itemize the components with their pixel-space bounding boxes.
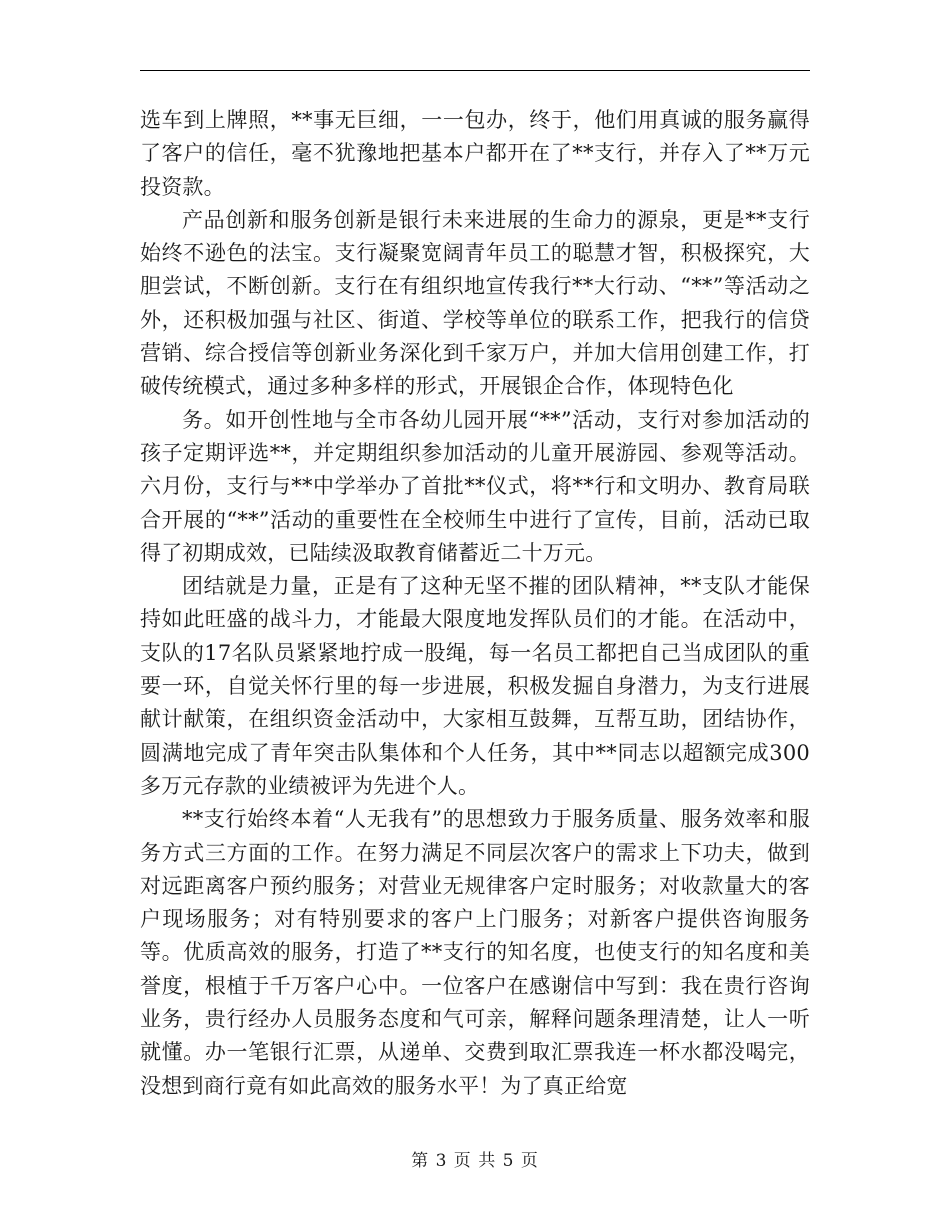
paragraph-service: **支行始终本着“人无我有”的思想致力于服务质量、服务效率和服务方式三方面的工作。在努力满足不同层次客户的需求上下功夫，做到对远距离客户预约服务；对营业无规律客户定时服务；对收款量大的客户现场服务；对有特别要求的客户上门服务；对新客户提供咨询服务等。优质高效的服务，打造了**支行的知名度，也使支行的知名度和美誉度，根植于千万客户心中。一位客户在感谢信中写到：我在贵行咨询业务，贵行经办人员服务态度和气可亲，解释问题条理清楚，让人一听就懂。办一笔银行汇票，从递单、交费到取汇票我连一杯水都没喝完，没想到商行竟有如此高效的服务水平！为了真正给宽 xyxy=(140,807,810,1098)
paragraph-innovation: 产品创新和服务创新是银行未来进展的生命力的源泉，更是**支行始终不逊色的法宝。支行凝聚宽阔青年员工的聪慧才智，积极探究，大胆尝试，不断创新。支行在有组织地宣传我行**大行动、“**”等活动之外，还积极加强与社区、街道、学校等单位的联系工作，把我行的信贷营销、综合授信等创新业务深化到千家万户，并加大信用创建工作，打破传统模式，通过多种多样的形式，开展银企合作，体现特色化 xyxy=(140,207,810,399)
paragraph-activities: 务。如开创性地与全市各幼儿园开展“**”活动，支行对参加活动的孩子定期评选**，并定期组织参加活动的儿童开展游园、参观等活动。六月份，支行与**中学举办了首批**仪式，将**行和文明办、教育局联合开展的“**”活动的重要性在全校师生中进行了宣传，目前，活动已取得了初期成效，已陆续汲取教育储蓄近二十万元。 xyxy=(140,407,810,565)
header-rule xyxy=(140,70,810,71)
paragraph-continuation: 选车到上牌照，**事无巨细，一一包办，终于，他们用真诚的服务赢得了客户的信任，毫不犹豫地把基本户都开在了**支行，并存入了**万元投资款。 xyxy=(140,108,810,199)
page-number-footer: 第 3 页 共 5 页 xyxy=(411,1151,539,1171)
paragraph-teamwork: 团结就是力量，正是有了这种无坚不摧的团队精神，**支队才能保持如此旺盛的战斗力，才能最大限度地发挥队员们的才能。在活动中，支队的17名队员紧紧地拧成一股绳，每一名员工都把自己当成团队的重要一环，自觉关怀行里的每一步进展，积极发掘自身潜力，为支行进展献计献策，在组织资金活动中，大家相互鼓舞，互帮互助，团结协作，圆满地完成了青年突击队集体和个人任务，其中**同志以超额完成300多万元存款的业绩被评为先进个人。 xyxy=(140,574,810,798)
document-body xyxy=(140,104,810,1103)
